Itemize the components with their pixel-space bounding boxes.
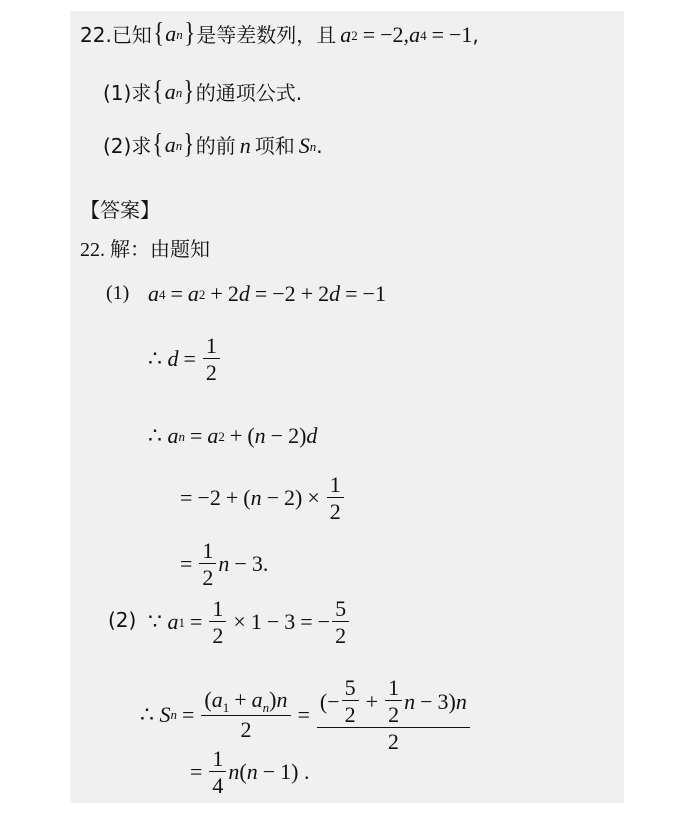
q1-sequence: { a n } <box>152 76 195 107</box>
q1-label: (1)求 <box>103 81 152 105</box>
q2-end: . <box>316 134 323 158</box>
d-result: ∴ d = $\frac{1}{2}$ <box>148 334 222 384</box>
problem-number: 22. <box>80 23 112 47</box>
q2-label: (2)求 <box>103 134 152 158</box>
q2-n: n <box>239 133 251 158</box>
question-1 <box>103 78 302 106</box>
part1-label: (1) <box>106 282 130 304</box>
q2-text-1: 的前 <box>195 134 236 158</box>
sn-result: = $\frac{1}{4}$ n ( n − 1) . <box>190 746 310 799</box>
an-substitution: = −2 + ( n − 2) × $\frac{1}{2}$ <box>180 473 346 523</box>
sn-formula: ∴ S n = $\frac{(a_1 + a_n)n}{2}$ = (− $\frac{5}{2}$ + $\frac{1}{2}$ n − 3) n 2 <box>140 676 472 753</box>
q2-text-2: 项和 <box>254 134 295 158</box>
answer-heading: 【答案】 <box>80 198 160 222</box>
an-formula: ∴ a n = a 2 + ( n − 2) d <box>148 423 318 448</box>
question-2 <box>103 131 323 159</box>
stem-is: 是等差数列，且 <box>196 23 337 47</box>
part2-label: (2) <box>108 608 137 632</box>
problem-stem: 22.已知 { a n } 是等差数列，且 a 2 = −2, a 4 = −1, <box>80 18 479 49</box>
q1-text: 的通项公式. <box>195 81 303 105</box>
an-result: = $\frac{1}{2}$ n − 3. <box>180 538 269 591</box>
sequence-an: { a n } <box>153 18 195 49</box>
a4-equation: a 4 = a 2 + 2 d = −2 + 2 d = −1 <box>148 281 386 306</box>
answer-intro: 22. 解：由题知 <box>80 239 210 261</box>
q2-Sn: S n <box>298 133 317 158</box>
stem-text: 已知 <box>111 23 152 47</box>
given-values: a 2 = −2, a 4 = −1 <box>340 22 473 47</box>
q2-sequence: { a n } <box>152 129 195 160</box>
a1-equation: ∵ a 1 = $\frac{1}{2}$ × 1 − 3 = − $\frac{5}{2}$ <box>148 597 351 647</box>
